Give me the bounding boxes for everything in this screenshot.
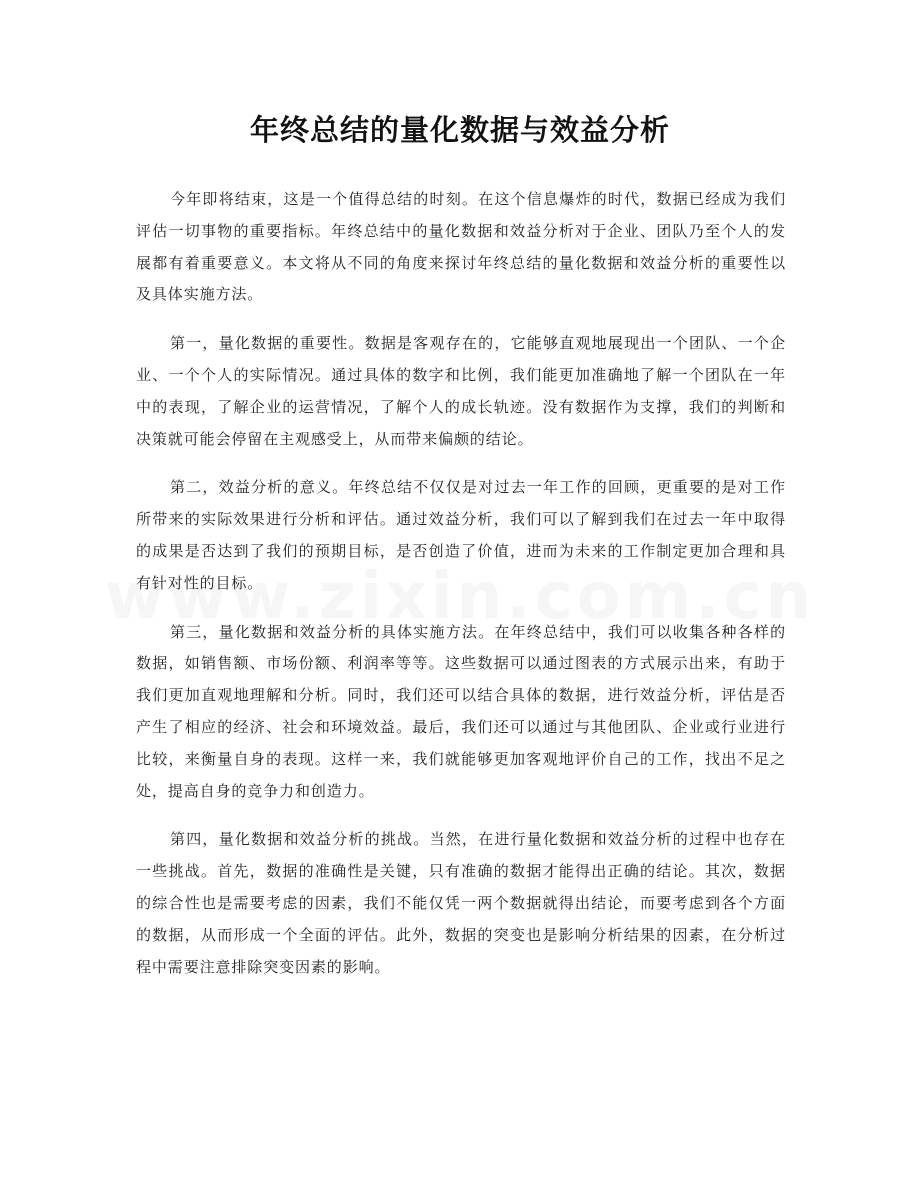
document-body [136,184,786,1000]
paragraph-third-point: 第三，量化数据和效益分析的具体实施方法。在年终总结中，我们可以收集各种各样的数据，如销售额、市场份额、利润率等等。这些数据可以通过图表的方式展示出来，有助于我们更加直观地理解和分析。同时，我们还可以结合具体的数据，进行效益分析，评估是否产生了相应的经济、社会和环境效益。最后，我们还可以通过与其他团队、企业或行业进行比较，来衡量自身的表现。这样一来，我们就能够更加客观地评价自己的工作，找出不足之处，提高自身的竞争力和创造力。 [136,622,786,800]
document-title: 年终总结的量化数据与效益分析 [249,113,670,147]
paragraph-fourth-point: 第四，量化数据和效益分析的挑战。当然，在进行量化数据和效益分析的过程中也存在一些挑战。首先，数据的准确性是关键，只有准确的数据才能得出正确的结论。其次，数据的综合性也是需要考虑的因素，我们不能仅凭一两个数据就得出结论，而要考虑到各个方面的数据，从而形成一个全面的评估。此外，数据的突变也是影响分析结果的因素，在分析过程中需要注意排除突变因素的影响。 [136,830,786,976]
paragraph-first-point: 第一，量化数据的重要性。数据是客观存在的，它能够直观地展现出一个团队、一个企业、一个个人的实际情况。通过具体的数字和比例，我们能更加准确地了解一个团队在一年中的表现，了解企业的运营情况，了解个人的成长轨迹。没有数据作为支撑，我们的判断和决策就可能会停留在主观感受上，从而带来偏颇的结论。 [136,334,786,448]
paragraph-intro: 今年即将结束，这是一个值得总结的时刻。在这个信息爆炸的时代，数据已经成为我们评估一切事物的重要指标。年终总结中的量化数据和效益分析对于企业、团队乃至个人的发展都有着重要意义。本文将从不同的角度来探讨年终总结的量化数据和效益分析的重要性以及具体实施方法。 [136,190,786,304]
paragraph-second-point: 第二，效益分析的意义。年终总结不仅仅是对过去一年工作的回顾，更重要的是对工作所带来的实际效果进行分析和评估。通过效益分析，我们可以了解到我们在过去一年中取得的成果是否达到了我们的预期目标，是否创造了价值，进而为未来的工作制定更加合理和具有针对性的目标。 [136,478,786,592]
